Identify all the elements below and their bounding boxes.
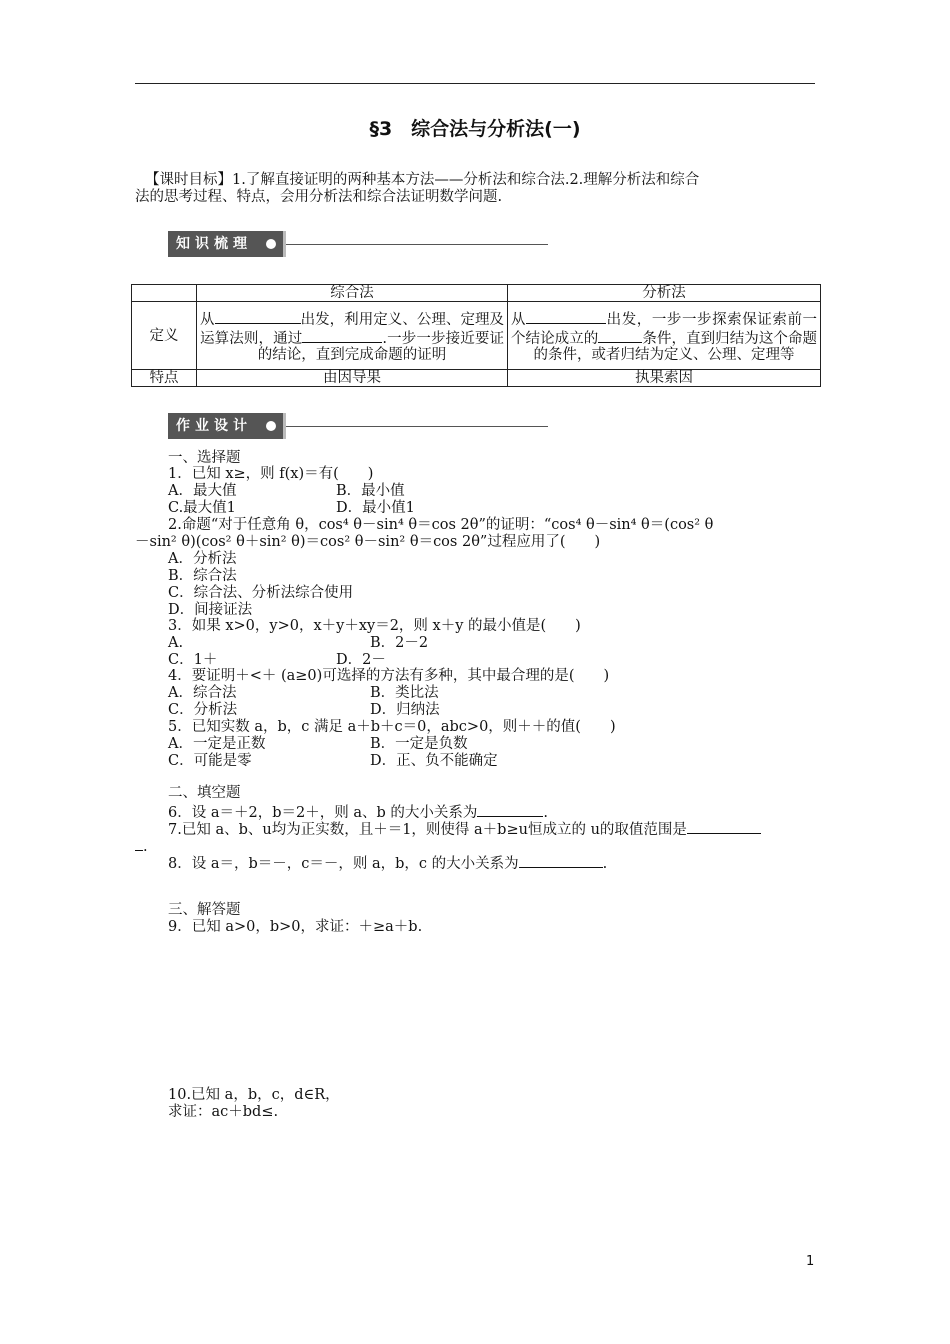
option-a[interactable]: A．综合法 [168,685,237,701]
option-c[interactable]: C．分析法 [168,702,238,718]
part-heading-choice: 一、选择题 [168,450,241,466]
option-b[interactable]: B．2－2 [370,635,429,651]
option-c[interactable]: C.最大值1 [168,500,236,516]
section-rule [286,426,548,427]
definition-synthetic: 从 出发，利用定义、公理、定理及运算法则，通过 .一步一步接近要证的结论，直到完成命题的证明 [197,302,508,370]
answer-blank[interactable] [519,853,603,868]
lesson-goal [135,172,815,206]
part-heading-solve: 三、解答题 [168,902,241,918]
question-10-line-1: 10.已知 a，b，c，d∈R， [168,1087,340,1103]
question-7-continued: . [135,836,148,856]
question-5-option-row [168,753,818,770]
section-rule [286,244,548,245]
option-d[interactable]: D．间接证法 [168,602,253,618]
question-1-stem: 1．已知 x≥，则 f(x)＝有( ) [168,466,374,482]
page-number: 1 [806,1254,815,1269]
goal-line-1: 1.了解直接证明的两种基本方法——分析法和综合法.2.理解分析法和综合 [232,172,700,188]
option-d[interactable]: D．2－ [336,652,386,668]
option-b[interactable]: B．最小值 [336,483,405,499]
question-3-option-row [168,635,818,652]
question-4-option-row [168,685,818,702]
question-1-option-row [168,483,818,500]
answer-blank[interactable] [215,309,301,324]
question-6: 6．设 a＝＋2，b＝2＋，则 a、b 的大小关系为 . [168,802,818,822]
section-label-homework: 作业设计 [168,413,286,439]
answer-blank[interactable] [526,309,606,324]
page-title: §3 综合法与分析法(一) [369,118,581,140]
feature-analytic: 执果索因 [508,370,821,387]
definition-analytic: 从 出发，一步一步探索保证索前一个结论成立的 条件，直到归结为这个命题的条件，或者归结为定义、公理、定理等 [508,302,821,370]
question-4-stem: 4．要证明＋<＋ (a≥0)可选择的方法有多种，其中最合理的是( ) [168,668,610,684]
option-a[interactable]: A．一定是正数 [168,736,266,752]
feature-synthetic: 由因导果 [197,370,508,387]
option-a[interactable]: A．分析法 [168,551,237,567]
question-2-line-2: －sin² θ)(cos² θ＋sin² θ)＝cos² θ－sin² θ＝cos 2θ”过程应用了( ) [135,534,601,550]
top-rule [135,83,815,84]
option-d[interactable]: D．最小值1 [336,500,415,516]
option-b[interactable]: B．一定是负数 [370,736,468,752]
question-3-option-row [168,652,818,669]
option-c[interactable]: C．1＋ [168,652,218,668]
goal-tag: 【课时目标】 [145,172,232,188]
question-10-line-2: 求证：ac＋bd≤. [168,1104,279,1120]
answer-blank[interactable] [598,328,642,343]
option-d[interactable]: D．正、负不能确定 [370,753,498,769]
option-c[interactable]: C．综合法、分析法综合使用 [168,585,354,601]
answer-blank[interactable] [135,836,143,851]
question-5-option-row [168,736,818,753]
row-label-definition: 定义 [132,302,197,370]
question-4-option-row [168,702,818,719]
question-3-stem: 3．如果 x>0，y>0，x＋y＋xy＝2，则 x＋y 的最小值是( ) [168,618,581,634]
knowledge-table [131,284,821,387]
question-7: 7.已知 a、b、u均为正实数，且＋＝1，则使得 a＋b≥u恒成立的 u的取值范围是 [168,819,818,839]
option-b[interactable]: B．类比法 [370,685,439,701]
bullet-icon [266,239,276,249]
question-9: 9．已知 a>0，b>0，求证：＋≥a＋b. [168,919,423,935]
section-label-knowledge: 知识梳理 [168,231,286,257]
option-c[interactable]: C．可能是零 [168,753,252,769]
goal-line-2: 法的思考过程、特点，会用分析法和综合法证明数学问题. [135,189,503,205]
bullet-icon [266,421,276,431]
table-header-synthetic: 综合法 [197,285,508,302]
option-b[interactable]: B．综合法 [168,568,237,584]
question-2-line-1: 2.命题“对于任意角 θ，cos⁴ θ－sin⁴ θ＝cos 2θ”的证明：“cos⁴ θ－sin⁴ θ＝(cos² θ [168,517,714,533]
option-a[interactable]: A．最大值 [168,483,237,499]
row-label-feature: 特点 [132,370,197,387]
question-5-stem: 5．已知实数 a，b，c 满足 a＋b＋c＝0，abc>0，则＋＋的值( ) [168,719,616,735]
table-header-empty [132,285,197,302]
table-header-analytic: 分析法 [508,285,821,302]
option-d[interactable]: D．归纳法 [370,702,440,718]
answer-blank[interactable] [302,328,382,343]
option-a[interactable]: A. [168,635,184,651]
question-1-option-row [168,500,818,517]
part-heading-fill: 二、填空题 [168,785,241,801]
answer-blank[interactable] [687,819,761,834]
answer-blank[interactable] [477,802,543,817]
question-8: 8．设 a＝，b＝－，c＝－，则 a，b，c 的大小关系为 . [168,853,818,873]
